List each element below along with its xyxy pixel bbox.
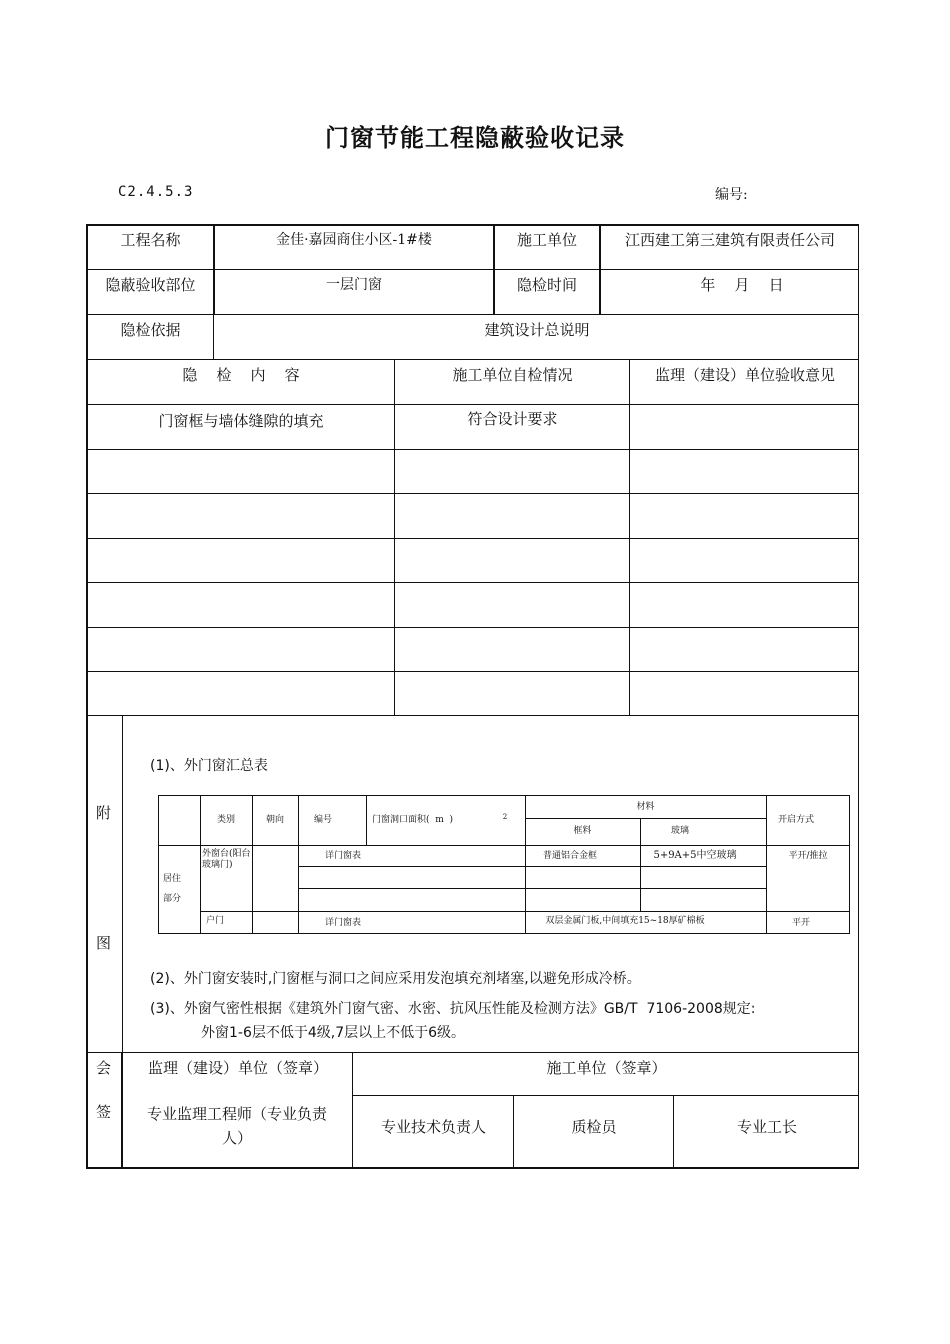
note-3: (3)、外窗气密性根据《建筑外门窗气密、水密、抗风压性能及检测方法》GB/T 7106-2008规定: bbox=[150, 1001, 756, 1017]
inspection-basis: 建筑设计总说明 bbox=[484, 321, 590, 339]
row-divider bbox=[86, 538, 859, 539]
inner-h-code: 编号 bbox=[313, 815, 332, 825]
label-inspection-time: 隐检时间 bbox=[516, 276, 577, 294]
header-self-check: 施工单位自检情况 bbox=[452, 366, 573, 384]
inner-r2-category: 户门 bbox=[205, 916, 224, 926]
supervision-engineer: 专业监理工程师（专业负责人） bbox=[146, 1105, 327, 1147]
col-divider bbox=[513, 1095, 514, 1169]
label-project-name: 工程名称 bbox=[120, 231, 181, 249]
quality-inspector: 质检员 bbox=[571, 1118, 617, 1136]
inner-divider bbox=[298, 888, 766, 889]
inner-col bbox=[366, 795, 367, 845]
inner-h-category: 类别 bbox=[216, 815, 235, 825]
number-label: 编号: bbox=[715, 187, 748, 203]
col-divider bbox=[629, 359, 630, 715]
label-contractor: 施工单位 bbox=[516, 231, 577, 249]
header-supervision: 监理（建设）单位验收意见 bbox=[654, 366, 835, 384]
inner-h-material: 材料 bbox=[636, 802, 655, 812]
inner-h-area: 门窗洞口面积( m ) bbox=[372, 815, 454, 825]
inner-r1-glass: 5+9A+5中空玻璃 bbox=[653, 850, 737, 861]
label-hidden-part: 隐蔽验收部位 bbox=[105, 276, 196, 294]
header-content: 隐 检 内 容 bbox=[182, 366, 300, 384]
inner-r2-code: 详门窗表 bbox=[324, 918, 361, 928]
contractor-name: 江西建工第三建筑有限责任公司 bbox=[624, 231, 835, 249]
inner-r2-open: 平开 bbox=[791, 918, 810, 928]
inner-h-orientation: 朝向 bbox=[265, 815, 284, 825]
attachment-label-top: 附 bbox=[96, 804, 112, 822]
inner-r1-frame: 普通铝合金框 bbox=[542, 851, 597, 861]
inner-r1-open: 平开/推拉 bbox=[788, 851, 828, 861]
row-divider bbox=[86, 493, 859, 494]
note-2: (2)、外门窗安装时,门窗框与洞口之间应采用发泡填充剂堵塞,以避免形成冷桥。 bbox=[150, 971, 641, 987]
row-divider bbox=[86, 449, 859, 450]
note-1: (1)、外门窗汇总表 bbox=[150, 758, 268, 774]
row-divider bbox=[86, 671, 859, 672]
inner-divider bbox=[158, 845, 850, 846]
tech-lead: 专业技术负责人 bbox=[380, 1118, 486, 1136]
row-divider bbox=[86, 582, 859, 583]
contractor-unit-seal: 施工单位（签章） bbox=[546, 1059, 667, 1077]
row-divider bbox=[86, 627, 859, 628]
inner-r2-material: 双层金属门板,中间填充15~18厚矿棉板 bbox=[545, 916, 705, 926]
row-divider bbox=[86, 1052, 859, 1053]
row-divider bbox=[86, 269, 859, 270]
inner-h-glass: 玻璃 bbox=[670, 826, 689, 836]
item-self-check: 符合设计要求 bbox=[467, 410, 558, 428]
attachment-label-bottom: 图 bbox=[96, 934, 112, 952]
inner-r1-category: 外窗台(阳台玻璃门) bbox=[202, 849, 251, 870]
signoff-label-bottom: 签 bbox=[96, 1103, 112, 1121]
col-divider bbox=[121, 1052, 123, 1169]
foreman: 专业工长 bbox=[736, 1118, 797, 1136]
inner-col bbox=[525, 795, 526, 934]
supervision-unit-seal: 监理（建设）单位（签章） bbox=[147, 1059, 328, 1077]
col-divider bbox=[352, 1052, 353, 1169]
row-divider bbox=[86, 715, 859, 716]
note-4: 外窗1-6层不低于4级,7层以上不低于6级。 bbox=[201, 1025, 466, 1041]
signoff-label-top: 会 bbox=[96, 1059, 112, 1077]
row-divider bbox=[86, 404, 859, 405]
label-inspection-basis: 隐检依据 bbox=[120, 321, 181, 339]
hidden-part: 一层门窗 bbox=[326, 277, 382, 293]
inner-h-frame: 框料 bbox=[573, 826, 592, 836]
item-content: 门窗框与墙体缝隙的填充 bbox=[158, 412, 324, 430]
row-divider bbox=[352, 1095, 859, 1096]
row-divider bbox=[86, 314, 859, 315]
inner-h-area-sup: 2 bbox=[502, 813, 508, 821]
project-name: 金佳·嘉园商住小区-1#楼 bbox=[276, 232, 432, 248]
inner-divider bbox=[298, 866, 766, 867]
col-divider bbox=[394, 359, 395, 715]
inner-h-open: 开启方式 bbox=[777, 815, 814, 825]
row-divider bbox=[86, 359, 859, 360]
inner-divider bbox=[525, 818, 766, 819]
inspection-time: 年 月 日 bbox=[700, 276, 784, 294]
form-code: C2.4.5.3 bbox=[118, 184, 194, 200]
col-divider bbox=[122, 715, 123, 1052]
col-divider bbox=[673, 1095, 674, 1169]
col-divider bbox=[213, 314, 214, 359]
page-title: 门窗节能工程隐蔽验收记录 bbox=[325, 123, 625, 152]
inner-r1-code: 详门窗表 bbox=[324, 851, 361, 861]
inner-group: 居住部分 bbox=[162, 874, 181, 904]
